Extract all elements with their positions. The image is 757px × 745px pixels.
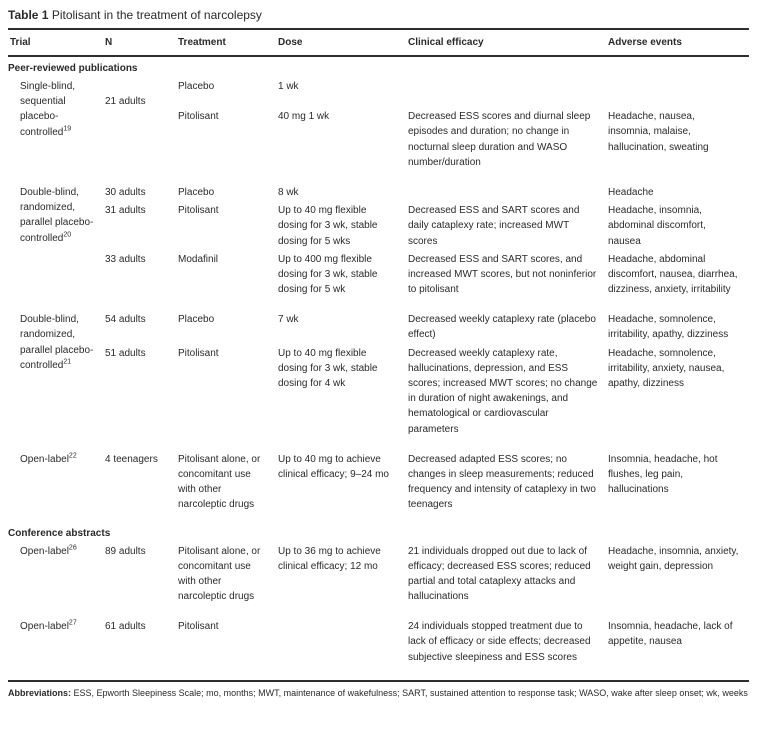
trial-name: Open-label: [20, 453, 69, 465]
paper-table-page: [8, 8, 749, 707]
dose-cell: 1 wk: [278, 81, 299, 92]
divider-header: [8, 55, 749, 57]
n-cell: 21 adults: [105, 96, 146, 107]
treatment-cell: Pitolisant: [178, 621, 219, 633]
adverse-cell: Insomnia, headache, lack of appetite, nausea: [608, 621, 733, 648]
trial-name: Double-blind, randomized, parallel placebo-controlled: [20, 186, 94, 244]
dose-cell: Up to 40 mg to achieve clinical efficacy; 9–24 mo: [278, 453, 389, 480]
trial-cell: [8, 452, 105, 467]
n-cell: 33 adults: [105, 253, 146, 265]
abbreviations-text: ESS, Epworth Sleepiness Scale; mo, months; MWT, maintenance of wakefulness; SART, sustained attention to response task; WASO, wake after sleep onset; wk, weeks: [73, 687, 748, 698]
study-block: [8, 452, 749, 513]
n-cell: 61 adults: [105, 621, 146, 633]
column-header-treatment: Treatment: [178, 37, 226, 48]
study-block: [8, 619, 749, 665]
study-block: [8, 79, 749, 170]
reference-superscript: 19: [63, 125, 72, 133]
column-header-adverse-events: Adverse events: [608, 37, 682, 48]
adverse-cell: Headache, nausea, insomnia, malaise, hallucination, sweating: [608, 111, 709, 153]
reference-superscript: 21: [63, 358, 72, 366]
efficacy-cell: Decreased ESS scores and diurnal sleep episodes and duration; no change in nocturnal sleep duration and WASO number/duration: [408, 111, 591, 168]
trial-name: Open-label: [20, 545, 69, 557]
n-cell: 31 adults: [105, 205, 146, 217]
study-block: [8, 544, 749, 605]
table-title: [8, 8, 749, 22]
abbreviations-note: [8, 687, 749, 707]
adverse-cell: Headache: [608, 186, 654, 198]
efficacy-cell: Decreased weekly cataplexy rate, hallucinations, depression, and ESS scores; increased MWT scores; no change in duration of night awakenings, and hematological or cardiovascular parameters: [408, 347, 598, 435]
dose-cell: 40 mg 1 wk: [278, 111, 330, 123]
n-cell: 30 adults: [105, 186, 146, 198]
efficacy-cell: Decreased weekly cataplexy rate (placebo effect): [408, 314, 596, 341]
table-caption: Pitolisant in the treatment of narcolepsy: [51, 8, 262, 22]
study-block: [8, 185, 749, 297]
divider-footer: [8, 680, 749, 682]
column-header-row: [8, 30, 749, 55]
trial-cell: [8, 312, 105, 373]
column-header-trial: Trial: [10, 37, 31, 48]
reference-superscript: 22: [68, 452, 77, 460]
column-header-dose: Dose: [278, 37, 303, 48]
treatment-cell: Placebo: [178, 186, 215, 198]
column-header-clinical-efficacy: Clinical efficacy: [408, 37, 484, 48]
reference-superscript: 20: [63, 231, 72, 239]
dose-cell: Up to 40 mg flexible dosing for 3 wk, stable dosing for 4 wk: [278, 347, 378, 389]
trial-cell: [8, 79, 105, 140]
section-header-peer-reviewed: Peer-reviewed publications: [8, 63, 138, 74]
study-block: [8, 312, 749, 437]
adverse-cell: Headache, insomnia, anxiety, weight gain, depression: [608, 545, 739, 572]
treatment-cell: Pitolisant: [178, 205, 219, 217]
efficacy-cell: Decreased ESS and SART scores and daily cataplexy rate; increased MWT scores: [408, 205, 580, 247]
dose-cell: 8 wk: [278, 186, 299, 198]
reference-superscript: 26: [68, 544, 77, 552]
efficacy-cell: Decreased adapted ESS scores; no changes in sleep measurements; reduced frequency and intensity of cataplexy in two teenagers: [408, 453, 596, 511]
treatment-cell: Modafinil: [178, 253, 219, 265]
n-cell: 4 teenagers: [105, 453, 158, 465]
dose-cell: Up to 40 mg flexible dosing for 3 wk, stable dosing for 5 wks: [278, 205, 378, 247]
dose-cell: Up to 36 mg to achieve clinical efficacy; 12 mo: [278, 545, 381, 572]
adverse-cell: Headache, somnolence, irritability, anxiety, nausea, apathy, dizziness: [608, 347, 725, 389]
treatment-cell: Placebo: [178, 314, 215, 326]
adverse-cell: Headache, somnolence, irritability, apathy, dizziness: [608, 314, 729, 341]
reference-superscript: 27: [68, 619, 77, 627]
adverse-cell: Headache, insomnia, abdominal discomfort, nausea: [608, 205, 706, 247]
trial-name: Open-label: [20, 621, 69, 633]
abbreviations-label: Abbreviations:: [8, 687, 72, 698]
n-cell: 51 adults: [105, 347, 146, 359]
adverse-cell: Insomnia, headache, hot flushes, leg pain, hallucinations: [608, 453, 718, 496]
trial-name: Double-blind, randomized, parallel placebo-controlled: [20, 314, 94, 371]
table-number: Table 1: [8, 8, 49, 22]
efficacy-cell: 24 individuals stopped treatment due to lack of efficacy or side effects; decreased subjective sleepiness and ESS scores: [408, 621, 591, 663]
column-header-n: N: [105, 37, 113, 48]
section-header-conference-abstracts: Conference abstracts: [8, 527, 111, 539]
dose-cell: 7 wk: [278, 314, 299, 326]
trial-cell: [8, 544, 105, 559]
treatment-cell: Pitolisant: [178, 347, 219, 359]
trial-cell: [8, 185, 105, 246]
efficacy-cell: 21 individuals dropped out due to lack of efficacy; decreased ESS scores; reduced partial and total cataplexy attacks and hallucinations: [408, 545, 591, 603]
n-cell: 54 adults: [105, 314, 146, 326]
treatment-cell: Pitolisant alone, or concomitant use with other narcoleptic drugs: [178, 453, 261, 511]
n-cell: 89 adults: [105, 545, 146, 557]
efficacy-cell: Decreased ESS and SART scores, and increased MWT scores, but not noninferior to pitolisant: [408, 253, 597, 296]
treatment-cell: Pitolisant alone, or concomitant use with other narcoleptic drugs: [178, 545, 261, 603]
adverse-cell: Headache, abdominal discomfort, nausea, diarrhea, dizziness, anxiety, irritability: [608, 253, 738, 296]
trial-cell: [8, 619, 105, 634]
trial-name: Single-blind, sequential placebo-controlled: [20, 81, 76, 138]
treatment-cell: Pitolisant: [178, 111, 219, 123]
treatment-cell: Placebo: [178, 81, 215, 92]
dose-cell: Up to 400 mg flexible dosing for 3 wk, stable dosing for 5 wk: [278, 253, 378, 296]
